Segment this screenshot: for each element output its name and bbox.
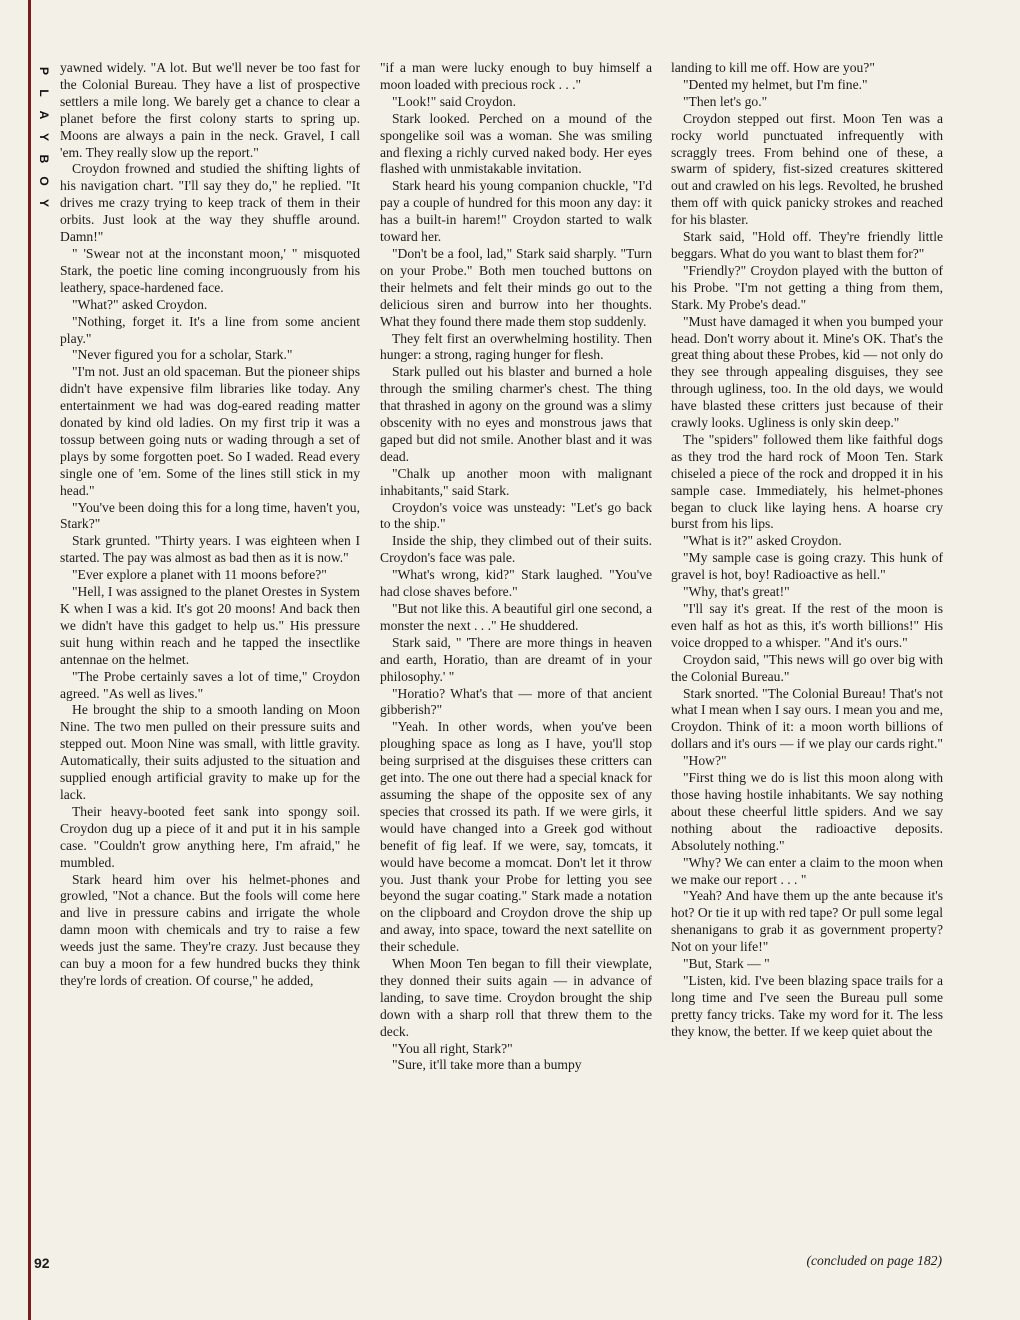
text-column-3 [671,60,943,1275]
paragraph: "Ever explore a planet with 11 moons before?" [72,567,327,583]
paragraph: Stark looked. Perched on a mound of the spongelike soil was a woman. She was smiling and flexing a richly curved naked body. Her eyes flashed with unmistakable invitation. [380,110,652,177]
paragraph: Croydon's voice was unsteady: "Let's go back to the ship." [380,499,652,532]
paragraph: "My sample case is going crazy. This hunk of gravel is hot, boy! Radioactive as hell." [671,550,943,583]
magazine-logo [34,60,54,214]
paragraph: "What?" asked Croydon. [72,296,208,312]
paragraph: "You've been doing this for a long time, haven't you, Stark?" [60,499,360,532]
paragraph: He brought the ship to a smooth landing on Moon Nine. The two men pulled on their pressure suits and stepped out. Moon Nine was small, with little gravity. Automatically, their suits adjusted to the situation and supplied enough artificial gravity to make up for the lack. [60,702,360,802]
logo-letter: L [37,89,51,97]
paragraph: Stark heard his young companion chuckle, "I'd pay a couple of hundred for this moon any day: it has a built-in harem!" Croydon started to walk toward her. [380,178,652,245]
paragraph: "if a man were lucky enough to buy himself a moon loaded with precious rock . . ." [380,60,652,92]
paragraph: " 'Swear not at the inconstant moon,' " misquoted Stark, the poetic line coming incongruously from his leathery, space-hardened face. [60,245,360,295]
paragraph: "I'm not. Just an old spaceman. But the pioneer ships didn't have expensive film libraries like today. Any entertainment we had was dog-eared reading matter donated by kind old ladies. On my first trip it was a tossup between going nuts or wading through a set of plays by some forgotten poet. So I waded. Read every single one of 'em. Some of the lines still stick in my head." [60,364,360,498]
paragraph: "How?" [683,753,727,769]
paragraph: Stark pulled out his blaster and burned a hole through the smiling charmer's chest. The thing that thrashed in agony on the ground was a slimy obscenity with no eyes and monstrous jaws that gaped but did not smile. Another blast and it was dead. [380,364,652,464]
paragraph: "But, Stark — " [683,956,770,972]
paragraph: "The Probe certainly saves a lot of time," Croydon agreed. "As well as lives." [60,668,360,701]
paragraph: "Dented my helmet, but I'm fine." [683,76,868,92]
paragraph: "Then let's go." [683,93,768,109]
paragraph: Their heavy-booted feet sank into spongy soil. Croydon dug up a piece of it and put it in his sample case. "Couldn't grow anything here, I'm afraid," he mumbled. [60,803,360,870]
continued-note: (concluded on page 182) [806,1253,942,1268]
paragraph: "Nothing, forget it. It's a line from some ancient play." [60,313,360,346]
paragraph: Stark snorted. "The Colonial Bureau! That's not what I mean when I say ours. I mean you and me, Croydon. Think of it: a moon worth billions of dollars and it's ours — if we play our cards right." [671,685,943,752]
paragraph: Stark said, " 'There are more things in heaven and earth, Horatio, than are dreamt of in your philosophy.' " [380,634,652,684]
paragraph: Croydon frowned and studied the shifting lights of his navigation chart. "I'll say they do," he replied. "It drives me crazy trying to keep track of them in their orbits. Just look at the way they shuffle around. Damn!" [60,161,360,245]
paragraph: yawned widely. "A lot. But we'll never be too fast for the Colonial Bureau. They have a list of prospective settlers a mile long. We barely get a chance to clear a planet before the first colony starts to spring up. Moons are always a pain in the neck. Gravel, I call 'em. They really slow up the report." [60,60,360,160]
paragraph: Inside the ship, they climbed out of their suits. Croydon's face was pale. [380,533,652,566]
paragraph: "What is it?" asked Croydon. [683,533,842,549]
paragraph: Stark heard him over his helmet-phones and growled, "Not a chance. But the fools will come here and live in pressure cabins and irrigate the whole damn moon with chemicals and try to raise a few weeds just the same. They're crazy. Just because they can buy a moon for a few hundred bucks they think they're lords of creation. Of course," he added, [60,871,360,988]
paragraph: "Horatio? What's that — more of that ancient gibberish?" [380,685,652,718]
paragraph: When Moon Ten began to fill their viewplate, they donned their suits again — in advance of landing, to save time. Croydon brought the ship down with a sharp roll that threw them to the deck. [380,956,652,1039]
logo-letter: Y [37,198,51,207]
paragraph: "Never figured you for a scholar, Stark." [72,347,293,363]
logo-letter: A [37,110,51,120]
paragraph: "Must have damaged it when you bumped your head. Don't worry about it. Mine's OK. That's the great thing about these Probes, kid — not only do they see through appealing disguises, they see through ugliness, too. In the old days, we would have blasted these critters just because of their crawly looks. Ugliness is only skin deep." [671,313,943,431]
paragraph: "Yeah. In other words, when you've been ploughing space as long as I have, you'll stop being surprised at the disguises these critters can get into. The one out there had a special knack for assuming the shape of the opposite sex of any species that crossed its path. If we were girls, it would have changed into a Greek god without benefit of fig leaf. If we were, say, tomcats, it would have become a momcat. Don't let it throw you. Just thank your Probe for letting you see beyond the sugar coating." Stark made a notation on the clipboard and Croydon drove the ship up and away, into space, toward the next satellite on their schedule. [380,719,652,955]
logo-letter: O [37,176,51,186]
paragraph: Croydon said, "This news will go over big with the Colonial Bureau." [671,651,943,684]
paragraph: "First thing we do is list this moon along with those having hostile inhabitants. We say nothing about these cheerful little spiders. And we say nothing about the radioactive deposits. Absolutely nothing." [671,770,943,853]
paragraph: "Don't be a fool, lad," Stark said sharply. "Turn on your Probe." Both men touched buttons on their helmets and felt their minds go out to the delicious siren and burrow into her thoughts. What they found there made them stop suddenly. [380,245,652,329]
paragraph: "Sure, it'll take more than a bumpy [392,1057,582,1073]
paragraph: "Why? We can enter a claim to the moon when we make our report . . . " [671,854,943,887]
paragraph: Stark grunted. "Thirty years. I was eighteen when I started. The pay was almost as bad then as it is now." [60,533,360,566]
logo-letter: P [37,66,51,75]
paragraph: "What's wrong, kid?" Stark laughed. "You've had close shaves before." [380,567,652,600]
text-column-1 [60,60,360,1275]
paragraph: "Friendly?" Croydon played with the button of his Probe. "I'm not getting a thing from them, Stark. My Probe's dead." [671,262,943,312]
logo-letter: Y [37,132,51,141]
paragraph: "Why, that's great!" [683,584,790,600]
logo-letter: B [37,154,51,164]
paragraph: "Listen, kid. I've been blazing space trails for a long time and I've seen the Bureau pull some pretty fancy tricks. Take my word for it. The less they know, the better. If we keep quiet about the [671,972,943,1039]
paragraph: "Chalk up another moon with malignant inhabitants," said Stark. [380,465,652,498]
paragraph: "You all right, Stark?" [392,1040,513,1056]
paragraph: Stark said, "Hold off. They're friendly little beggars. What do you want to blast them for?" [671,229,943,261]
paragraph: "Hell, I was assigned to the planet Orestes in System K when I was a kid. It's got 20 moons! And back then we didn't have this gadget to help us." His pressure suit hung within reach and he tapped the insectlike antennae on the helmet. [60,584,360,667]
paragraph: "Yeah? And have them up the ante because it's hot? Or tie it up with red tape? Or pull some legal shenanigans to grab it as government property? Not on your life!" [671,888,943,955]
paragraph: The "spiders" followed them like faithful dogs as they trod the hard rock of Moon Ten. Stark chiseled a piece of the rock and dropped it in his sample case. Immediately, his helmet-phones began to cluck like laying hens. A hoarse cry burst from his lips. [671,431,943,532]
paragraph: "But not like this. A beautiful girl one second, a monster the next . . ." He shuddered. [380,601,652,633]
paragraph: landing to kill me off. How are you?" [671,60,875,75]
paragraph: "Look!" said Croydon. [392,93,516,109]
paragraph: Croydon stepped out first. Moon Ten was a rocky world punctuated infrequently with scraggly trees. From behind one of these, a swarm of spidery, fist-sized creatures skittered out and crawled on his legs. Revolted, he brushed them off with quick panicky strokes and reached for his blaster. [671,110,943,228]
text-column-2 [380,60,652,1275]
page-number: 92 [34,1255,50,1271]
paragraph: They felt first an overwhelming hostility. Then hunger: a strong, raging hunger for flesh. [380,330,652,363]
paragraph: "I'll say it's great. If the rest of the moon is even half as hot as this, it's worth billions!" His voice dropped to a whisper. "And it's ours." [671,601,943,650]
left-margin-rule [28,0,31,1320]
